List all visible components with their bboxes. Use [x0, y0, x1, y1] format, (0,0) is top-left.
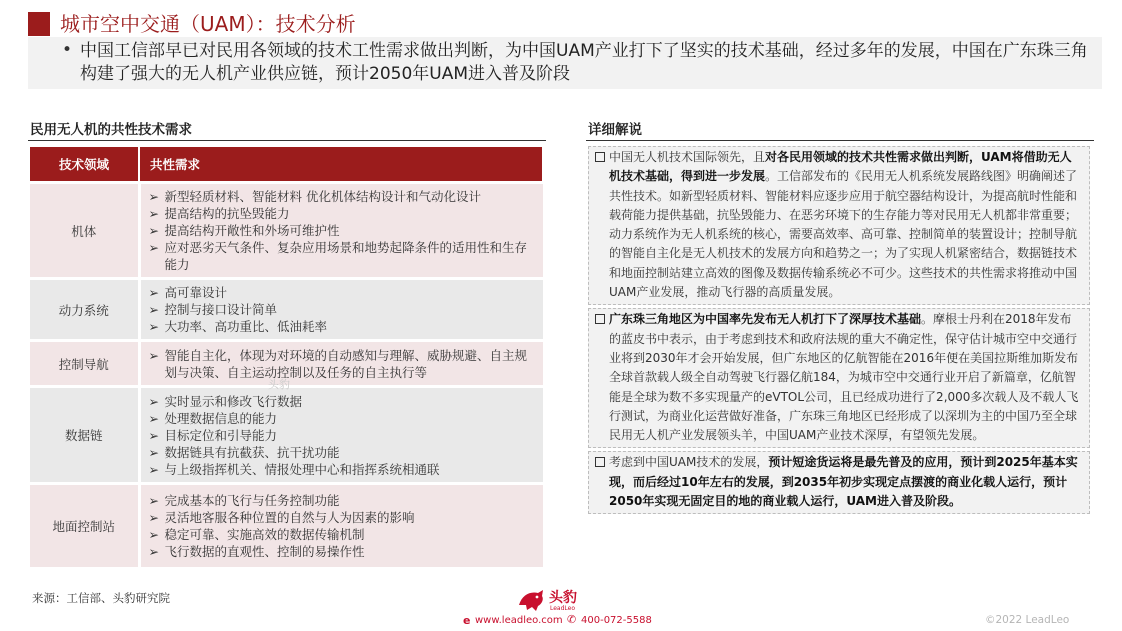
list-item — [149, 318, 540, 335]
column-header-needs: 共性需求 — [139, 147, 543, 183]
item-text: 与上级指挥机关、情报处理中心和指挥系统相通联 — [164, 461, 440, 477]
source-note: 来源：工信部、头豹研究院 — [32, 591, 170, 605]
arrow-icon: ➢ — [148, 319, 159, 334]
detail-paragraph — [588, 451, 1090, 514]
arrow-icon: ➢ — [148, 223, 159, 238]
row-category: 数据链 — [30, 387, 139, 484]
detail-panel — [588, 146, 1090, 517]
summary-bullet: • — [62, 40, 73, 60]
list-item — [149, 543, 540, 560]
table-row — [30, 183, 543, 279]
right-divider — [586, 140, 1094, 141]
item-text: 提高结构的抗坠毁能力 — [164, 206, 290, 221]
arrow-icon: ➢ — [148, 410, 159, 426]
item-text: 智能自主化，体现为对环境的自动感知与理解、威胁规避、自主规划与决策、自主运动控制以及任务的自主执行等 — [164, 347, 528, 380]
list-item — [149, 284, 540, 301]
phone-icon: ✆ — [567, 613, 577, 626]
detail-paragraph — [588, 308, 1090, 448]
arrow-icon: ➢ — [148, 347, 159, 363]
detail-heading: 详细解说 — [588, 122, 642, 138]
page-title: 城市空中交通（UAM）：技术分析 — [60, 12, 356, 36]
summary-text: 中国工信部早已对民用各领域的技术工性需求做出判断，为中国UAM产业打下了坚实的技术基础，经过多年的发展，中国在广东珠三角构建了强大的无人机产业供应链，预计2050年UAM进入普及阶段 — [80, 41, 1088, 84]
arrow-icon: ➢ — [148, 427, 159, 443]
item-text: 数据链具有抗截获、抗干扰功能 — [164, 444, 340, 460]
item-text: 灵活地客服各种位置的自然与人为因素的影响 — [164, 509, 415, 525]
list-item — [149, 347, 540, 381]
title-accent-bar — [28, 12, 50, 36]
para-text: 考虑到中国UAM技术的发展， — [609, 455, 769, 470]
table-row — [30, 279, 543, 341]
arrow-icon: ➢ — [148, 509, 159, 525]
row-items — [139, 484, 543, 567]
checkbox-bullet-icon — [595, 152, 605, 162]
list-item — [149, 509, 540, 526]
checkbox-bullet-icon — [595, 457, 605, 467]
table-row — [30, 484, 543, 567]
arrow-icon: ➢ — [148, 302, 159, 317]
item-text: 大功率、高功重比、低油耗率 — [164, 319, 328, 334]
row-items — [139, 279, 543, 341]
row-category: 动力系统 — [30, 279, 139, 341]
row-category: 控制导航 — [30, 341, 139, 387]
footer-website-link[interactable]: www.leadleo.com — [475, 615, 563, 626]
list-item — [149, 461, 540, 478]
item-text: 提高结构开敞性和外场可维护性 — [164, 223, 340, 238]
arrow-icon: ➢ — [148, 206, 159, 221]
arrow-icon: ➢ — [148, 526, 159, 542]
arrow-icon: ➢ — [148, 189, 159, 204]
para-text: 中国无人机技术国际领先，且 — [609, 150, 766, 164]
para-text: 。工信部发布的《民用无人机系统发展路线图》明确阐述了共性技术。如新型轻质材料、智能材料应逐步应用于航空器结构设计，为提高航时性能和载荷能力提供基础，抗坠毁能力、在恶劣环境下的生存能力等对民用无人机都非常重要；动力系统作为无人机系统的核心，需要高效率、高可靠、控制简单的装置设计；控制导航的智能自主化是无人机技术的发展方向和趋势之一；为了实现人机紧密结合，数据链技术和地面控制站建立高效的图像及数据传输系统必不可少。这些技术的共性需求将推动中国UAM产业发展，推动飞行器的高质量发展。 — [609, 169, 1078, 300]
arrow-icon: ➢ — [148, 240, 159, 255]
table-header-row — [30, 147, 543, 183]
watermark-text: 头豹 — [268, 378, 290, 391]
requirements-table — [30, 147, 544, 567]
footer-phone: 400-072-5588 — [581, 615, 652, 626]
item-text: 高可靠设计 — [164, 285, 228, 300]
summary-box — [28, 37, 1102, 89]
row-category: 机体 — [30, 183, 139, 279]
footer-brand-sub: LeadLeo — [550, 605, 576, 612]
arrow-icon: ➢ — [148, 492, 159, 508]
para-bold-text: 对各民用领域的技术共性需求做出判断，UAM将借助无人机技术基础，得到进一步发展 — [609, 150, 1072, 184]
row-items — [139, 183, 543, 279]
para-text: 。摩根士丹利在2018年发布的蓝皮书中表示，由于考虑到技术和政府法规的重大不确定性，保守估计城市空中交通行业将到2030年才会开始发展，但广东地区的亿航智能在2016年便在美国拉斯维加斯发布全球首款载人级全自动驾驶飞行器亿航184，为城市空中交通行业开启了新篇章，亿航智能是全球为数不多实现量产的eVTOL公司，且已经成功进行了2,000多次载人及不载人飞行测试，为商业化运营做好准备，广东珠三角地区已经形成了以深圳为主的中国乃至全球民用无人机产业发展领头羊，中国UAM产业技术深厚，有望领先发展。 — [609, 312, 1079, 443]
list-item — [149, 427, 540, 444]
list-item — [149, 222, 540, 239]
item-text: 实时显示和修改飞行数据 — [164, 393, 303, 409]
arrow-icon: ➢ — [148, 285, 159, 300]
column-header-domain: 技术领域 — [30, 147, 139, 183]
leopard-logo-icon — [516, 587, 546, 613]
row-items — [139, 387, 543, 484]
table-heading: 民用无人机的共性技术需求 — [30, 122, 192, 138]
item-text: 控制与接口设计简单 — [164, 302, 278, 317]
item-text: 新型轻质材料、智能材料 优化机体结构设计和气动化设计 — [164, 189, 481, 204]
footer-brand: 头豹 — [549, 590, 577, 606]
list-item — [149, 526, 540, 543]
list-item — [149, 410, 540, 427]
left-divider — [28, 140, 546, 141]
para-bold-text: 广东珠三角地区为中国率先发布无人机打下了深厚技术基础 — [609, 312, 922, 327]
row-items — [139, 341, 543, 387]
arrow-icon: ➢ — [148, 543, 159, 559]
arrow-icon: ➢ — [148, 393, 159, 409]
detail-paragraph — [588, 146, 1090, 305]
list-item — [149, 492, 540, 509]
item-text: 飞行数据的直观性、控制的易操作性 — [164, 543, 365, 559]
item-text: 完成基本的飞行与任务控制功能 — [164, 492, 340, 508]
list-item — [149, 188, 540, 205]
item-text: 稳定可靠、实施高效的数据传输机制 — [164, 526, 365, 542]
list-item — [149, 205, 540, 222]
checkbox-bullet-icon — [595, 314, 605, 324]
web-icon: e — [463, 614, 471, 627]
row-category: 地面控制站 — [30, 484, 139, 567]
list-item — [149, 301, 540, 318]
arrow-icon: ➢ — [148, 444, 159, 460]
para-bold-text: 预计短途货运将是最先普及的应用，预计到2025年基本实现，而后经过10年左右的发展，到2035年初步实现定点摆渡的商业化载人运行，预计2050年实现无固定目的地的商业载人运行，UAM进入普及阶段。 — [609, 455, 1078, 509]
table-row — [30, 387, 543, 484]
copyright-text: ©2022 LeadLeo — [985, 614, 1070, 626]
item-text: 应对恶劣天气条件、复杂应用场景和地势起降条件的适用性和生存能力 — [164, 240, 528, 272]
list-item — [149, 239, 540, 273]
item-text: 目标定位和引导能力 — [164, 427, 278, 443]
list-item — [149, 444, 540, 461]
item-text: 处理数据信息的能力 — [164, 410, 278, 426]
list-item — [149, 393, 540, 410]
arrow-icon: ➢ — [148, 461, 159, 477]
